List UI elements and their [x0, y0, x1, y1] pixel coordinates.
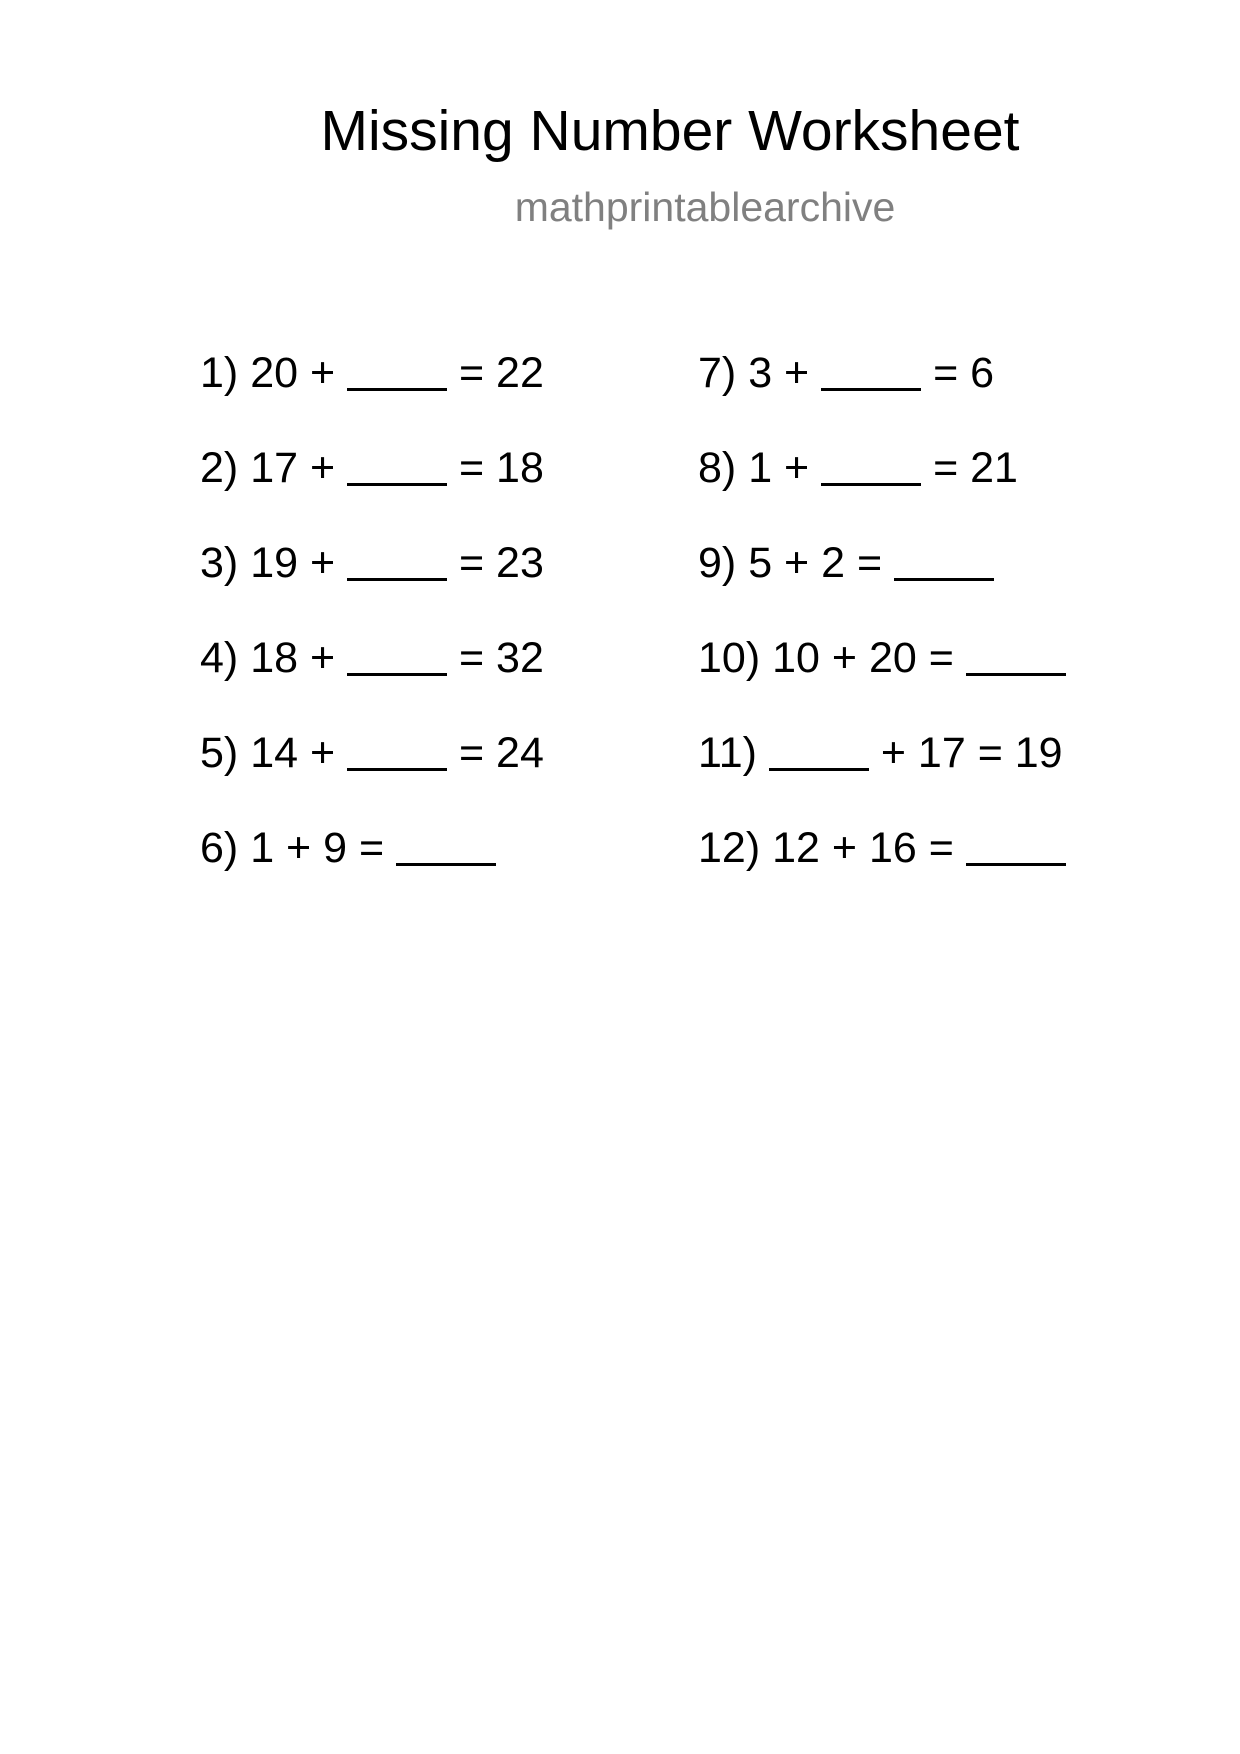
problem-7: [698, 348, 994, 398]
problem-9: [698, 538, 994, 588]
problem-after: = 23: [458, 539, 544, 587]
answer-blank[interactable]: [894, 577, 994, 581]
problem-before: 19 +: [250, 539, 336, 587]
answer-blank[interactable]: [966, 862, 1066, 866]
problem-12: [698, 823, 1066, 873]
problem-number: 6): [200, 824, 239, 872]
problem-11: [698, 728, 1063, 778]
problem-number: 9): [698, 539, 737, 587]
problem-before: 20 +: [250, 349, 336, 397]
problem-after: = 24: [458, 729, 544, 777]
answer-blank[interactable]: [821, 482, 921, 486]
problem-before: 17 +: [250, 444, 336, 492]
problem-10: [698, 633, 1066, 683]
problem-8: [698, 443, 1018, 493]
problem-number: 3): [200, 539, 239, 587]
answer-blank[interactable]: [396, 862, 496, 866]
answer-blank[interactable]: [347, 672, 447, 676]
problem-number: 7): [698, 349, 737, 397]
problem-6: [200, 823, 496, 873]
problem-before: 18 +: [250, 634, 336, 682]
problem-after: + 17 = 19: [880, 729, 1063, 777]
answer-blank[interactable]: [966, 672, 1066, 676]
answer-blank[interactable]: [347, 387, 447, 391]
problem-after: = 22: [458, 349, 544, 397]
problem-before: 5 + 2 =: [748, 539, 883, 587]
worksheet-subtitle: mathprintablearchive: [514, 184, 896, 230]
answer-blank[interactable]: [347, 767, 447, 771]
problem-after: = 18: [458, 444, 544, 492]
worksheet-title: Missing Number Worksheet: [320, 99, 1020, 163]
problem-before: 1 +: [748, 444, 810, 492]
problem-3: [200, 538, 544, 588]
problem-after: = 21: [933, 444, 1018, 492]
answer-blank[interactable]: [347, 482, 447, 486]
problem-number: 8): [698, 444, 737, 492]
problem-number: 12): [698, 824, 761, 872]
problem-number: 2): [200, 444, 239, 492]
answer-blank[interactable]: [821, 387, 921, 391]
problem-before: 3 +: [748, 349, 810, 397]
problem-after: = 32: [458, 634, 544, 682]
problem-number: 5): [200, 729, 239, 777]
problem-after: = 6: [933, 349, 995, 397]
problem-4: [200, 633, 544, 683]
answer-blank[interactable]: [769, 767, 869, 771]
problem-1: [200, 348, 544, 398]
problem-number: 10): [698, 634, 761, 682]
problem-before: 14 +: [250, 729, 336, 777]
problem-number: 1): [200, 349, 239, 397]
problem-before: 1 + 9 =: [250, 824, 385, 872]
answer-blank[interactable]: [347, 577, 447, 581]
problem-5: [200, 728, 544, 778]
problem-before: 10 + 20 =: [772, 634, 954, 682]
problem-2: [200, 443, 544, 493]
problem-number: 4): [200, 634, 239, 682]
problem-number: 11): [698, 729, 757, 777]
problem-before: 12 + 16 =: [772, 824, 954, 872]
